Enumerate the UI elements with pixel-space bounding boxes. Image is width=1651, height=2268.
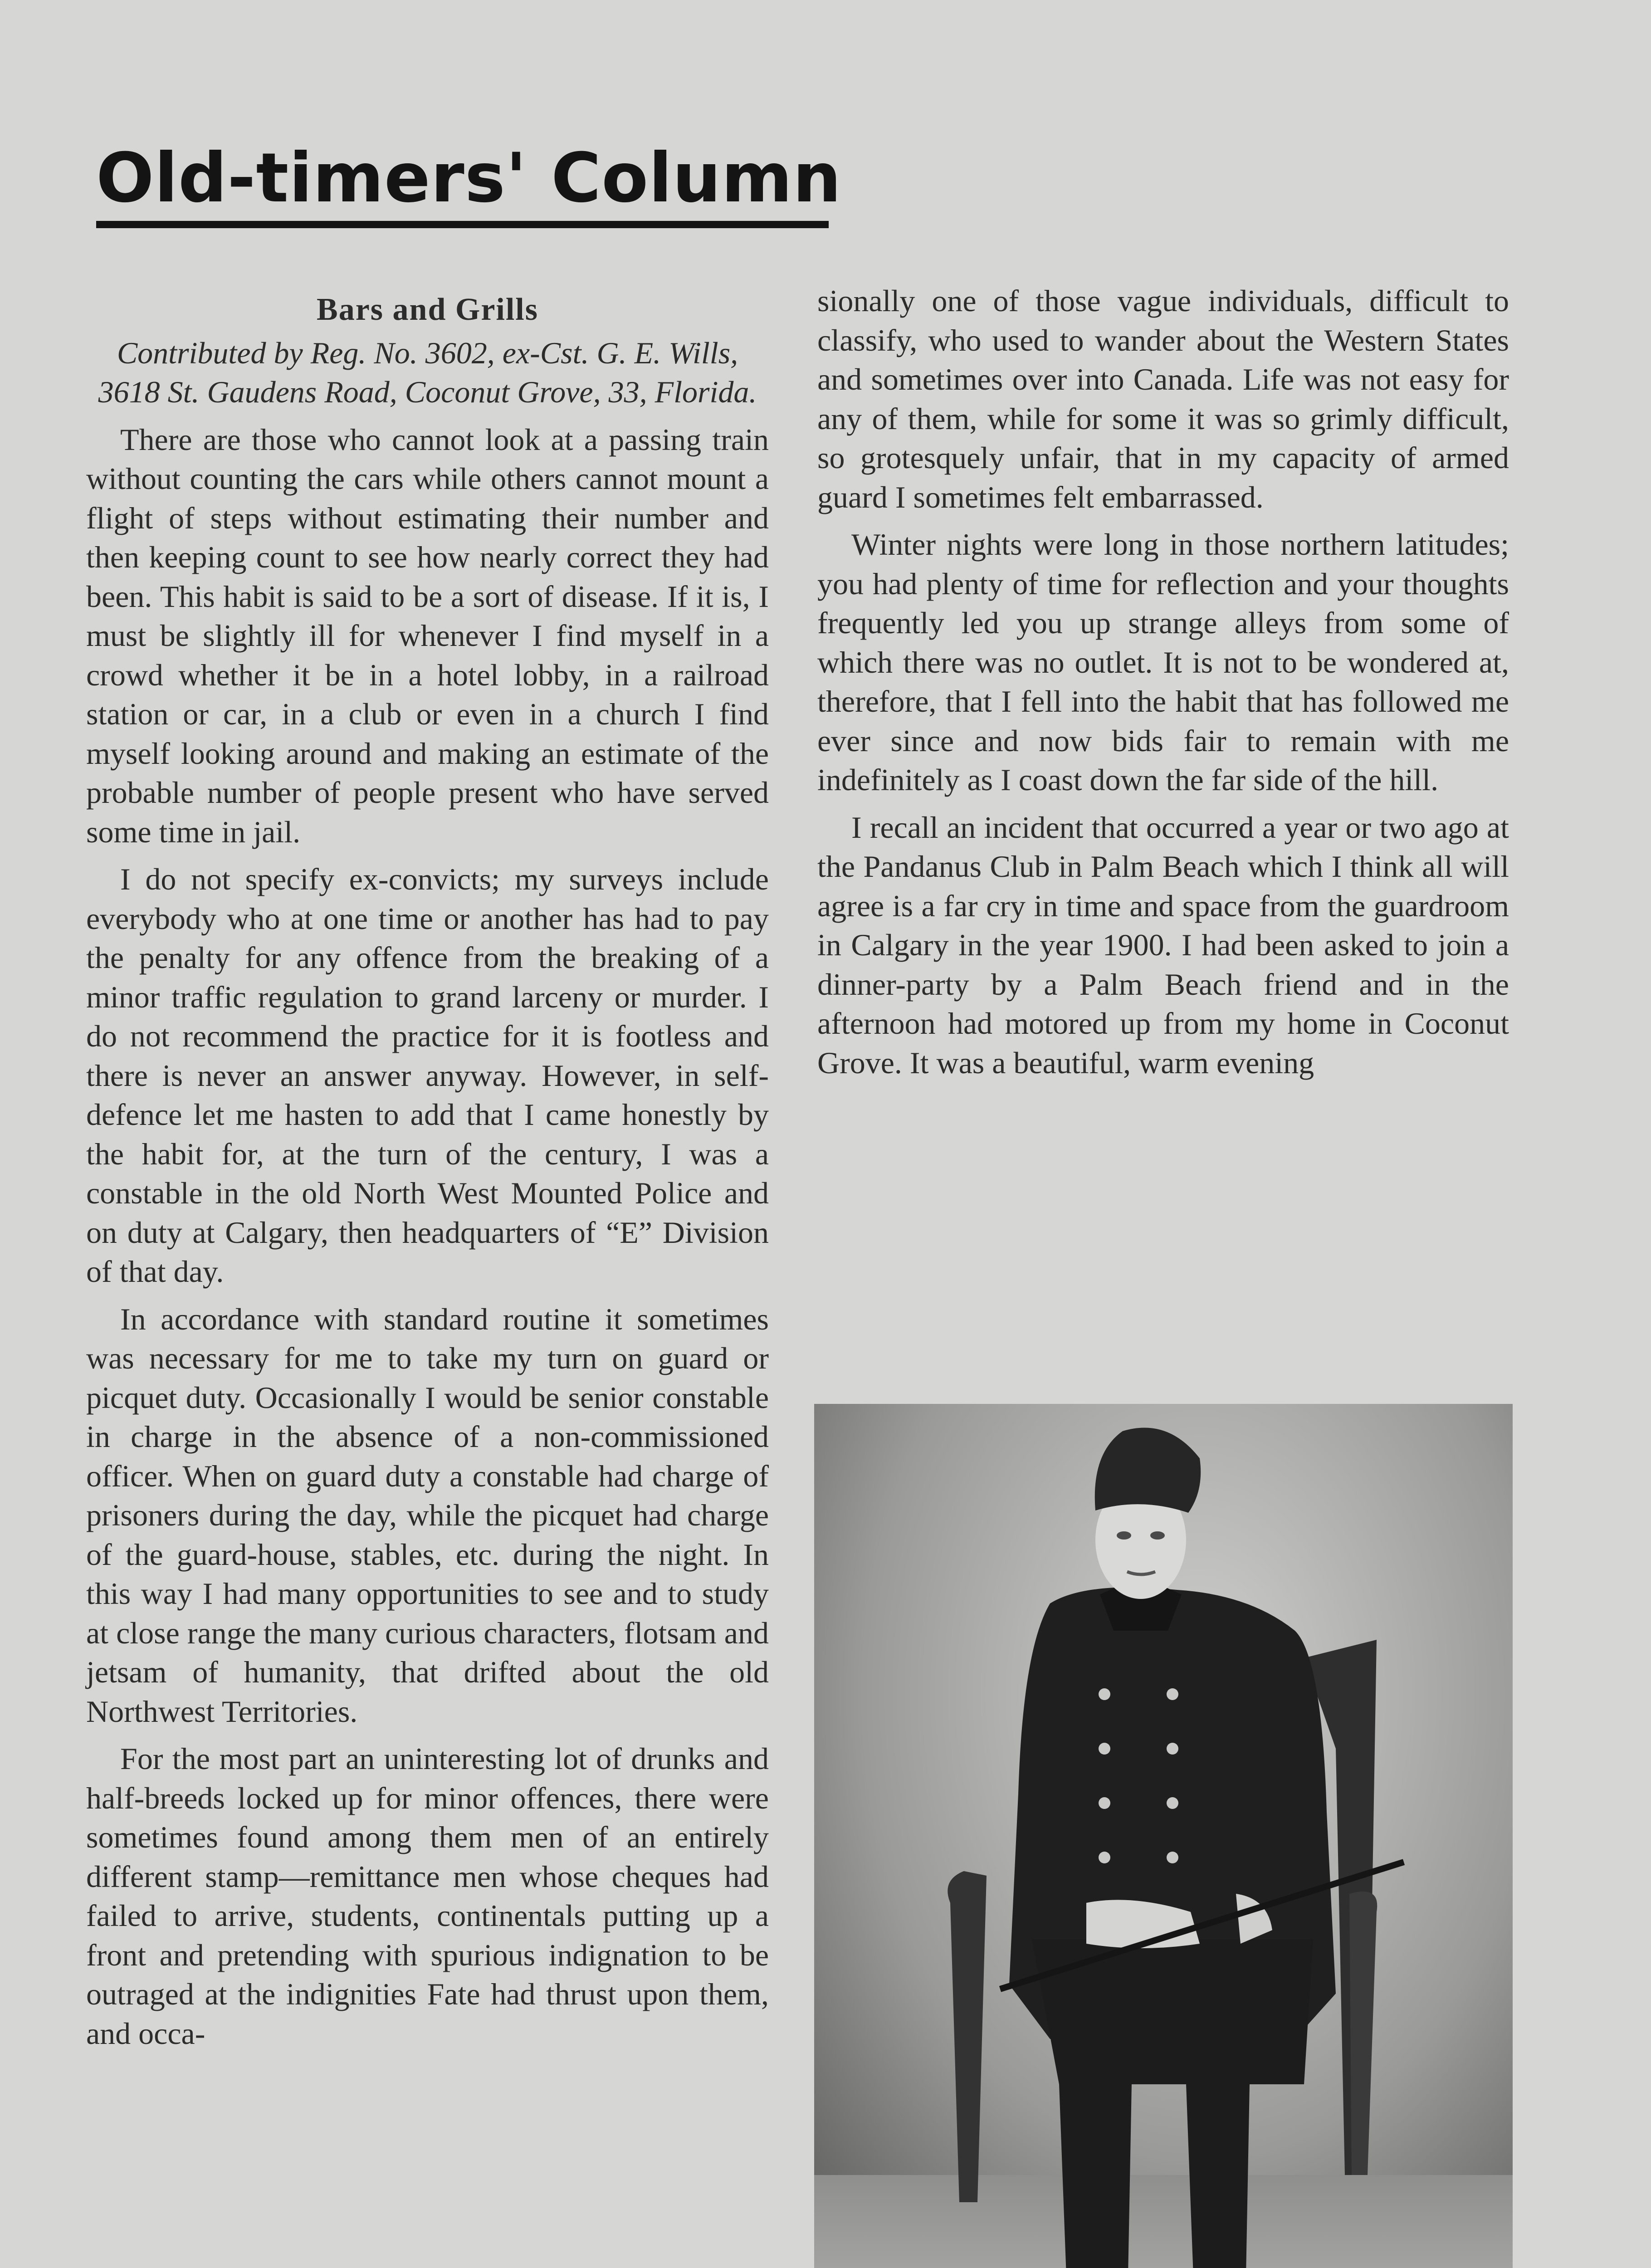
paragraph-5: Winter nights were long in those northern latitudes; you had plenty of time for reflection and your thoughts frequently led you up strange alleys from some of which there was no outlet. It is not to be wondered at, therefore, that I fell into the habit that has followed me ever since and now bids fair to remain with me indefinitely as I coast down the far side of the hill. <box>817 527 1509 797</box>
paragraph-4-continued: sionally one of those vague individuals, difficult to classify, who used to wander about the Western States and sometimes over into Canada. Life was not easy for any of them, while for some it was so grimly difficult, so grotesquely unfair, that in my capacity of armed guard I sometimes felt embarrassed. <box>817 284 1509 514</box>
paragraph-2: I do not specify ex-convicts; my surveys include everybody who at one time or another has had to pay the penalty for any offence from the breaking of a minor traffic regulation to grand larceny or murder. I do not recommend the practice for it is footless and there is never an answer anyway. However, in self-defence let me hasten to add that I came honestly by the habit for, at the turn of the century, I was a constable in the old North West Mounted Police and on duty at Calgary, then headquarters of “E” Division of that day. <box>86 862 769 1289</box>
portrait-photo-illustration <box>814 1404 1513 2268</box>
section-title: Old-timers' Column <box>96 139 842 218</box>
right-column <box>817 281 1509 1090</box>
article-heading: Bars and Grills <box>317 292 538 327</box>
title-underline <box>96 221 829 228</box>
paragraph-4-start: For the most part an uninteresting lot of drunks and half-breeds locked up for minor offences, there were sometimes found among them men of an entirely different stamp—remittance men whose cheques had failed to arrive, students, continentals putting up a front and pretending with spurious indignation to be outraged at the indignities Fate had thrust upon them, and occa- <box>86 1741 769 2051</box>
portrait-photo <box>814 1404 1513 2268</box>
paragraph-3: In accordance with standard routine it sometimes was necessary for me to take my turn on guard or picquet duty. Occasionally I would be senior constable in charge in the absence of a non-commissioned officer. When on guard duty a constable had charge of prisoners during the day, while the picquet had charge of the guard-house, stables, etc. during the night. In this way I had many opportunities to see and to study at close range the many curious characters, flotsam and jetsam of humanity, that drifted about the old Northwest Territories. <box>86 1301 769 1729</box>
paragraph-6: I recall an incident that occurred a year or two ago at the Pandanus Club in Palm Beach which I think all will agree is a far cry in time and space from the guardroom in Calgary in the year 1900. I had been asked to join a dinner-party by a Palm Beach friend and in the afternoon had motored up from my home in Coconut Grove. It was a beautiful, warm evening <box>817 810 1509 1080</box>
article-byline: Contributed by Reg. No. 3602, ex-Cst. G. E. Wills, 3618 St. Gaudens Road, Coconut Grove, 33, Florida. <box>98 335 757 409</box>
paragraph-1: There are those who cannot look at a passing train without counting the cars while others cannot mount a flight of steps without estimating their number and then keeping count to see how nearly correct they had been. This habit is said to be a sort of disease. If it is, I must be slightly ill for whenever I find myself in a crowd whether it be in a hotel lobby, in a railroad station or car, in a club or even in a church I find myself looking around and making an estimate of the probable number of people present who have served some time in jail. <box>86 422 769 849</box>
left-column <box>86 281 769 2061</box>
